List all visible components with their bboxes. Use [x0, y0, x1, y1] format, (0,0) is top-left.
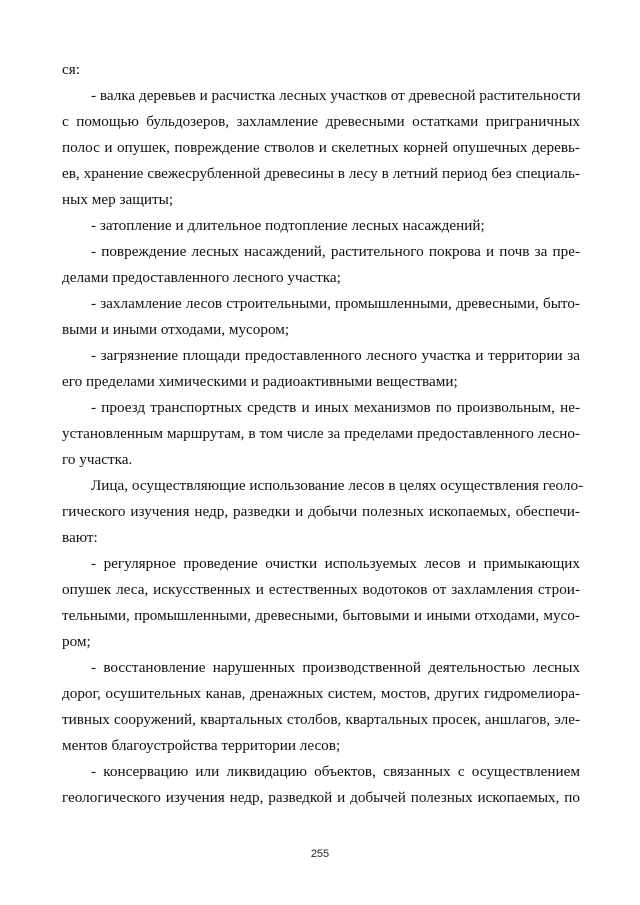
text-line: тивных сооружений, квартальных столбов, квартальных просек, аншлагов, эле-: [62, 711, 580, 728]
text-line: ных мер защиты;: [62, 191, 174, 208]
text-line: ром;: [62, 633, 91, 650]
text-line: опушек леса, искусственных и естественных водотоков от захламления строи-: [62, 581, 580, 598]
text-line: гического изучения недр, разведки и добычи полезных ископаемых, обеспечи-: [62, 503, 580, 520]
text-line: - загрязнение площади предоставленного лесного участка и территории за: [91, 347, 580, 364]
text-line: - проезд транспортных средств и иных механизмов по произвольным, не-: [91, 399, 580, 416]
text-line: геологического изучения недр, разведкой и добычей полезных ископаемых, по: [62, 789, 580, 806]
text-line: - затопление и длительное подтопление лесных насаждений;: [91, 217, 485, 234]
text-line: выми и иными отходами, мусором;: [62, 321, 290, 338]
text-line: тельными, промышленными, древесными, бытовыми и иными отходами, мусо-: [62, 607, 580, 624]
text-line: Лица, осуществляющие использование лесов в целях осуществления геоло-: [91, 477, 584, 494]
text-line: ся:: [62, 61, 80, 78]
text-line: - повреждение лесных насаждений, растительного покрова и почв за пре-: [91, 243, 580, 260]
text-line: его пределами химическими и радиоактивными веществами;: [62, 373, 458, 390]
text-line: полос и опушек, повреждение стволов и скелетных корней опушечных деревь-: [62, 139, 580, 156]
text-line: го участка.: [62, 451, 133, 468]
text-line: с помощью бульдозеров, захламление древесными остатками приграничных: [62, 113, 580, 130]
text-line: - валка деревьев и расчистка лесных участков от древесной растительности: [91, 87, 581, 104]
text-line: установленным маршрутам, в том числе за пределами предоставленного лесно-: [62, 425, 580, 442]
text-line: делами предоставленного лесного участка;: [62, 269, 341, 286]
text-line: дорог, осушительных канав, дренажных систем, мостов, других гидромелиора-: [62, 685, 580, 702]
text-line: - регулярное проведение очистки используемых лесов и примыкающих: [91, 555, 580, 572]
text-line: ментов благоустройства территории лесов;: [62, 737, 341, 754]
text-line: вают:: [62, 529, 98, 546]
text-line: - захламление лесов строительными, промышленными, древесными, быто-: [91, 295, 580, 312]
text-line: ев, хранение свежесрубленной древесины в лесу в летний период без специаль-: [62, 165, 580, 182]
text-line: - консервацию или ликвидацию объектов, связанных с осуществлением: [91, 763, 580, 780]
page-number: 255: [310, 848, 330, 860]
text-line: - восстановление нарушенных производственной деятельностью лесных: [91, 659, 580, 676]
